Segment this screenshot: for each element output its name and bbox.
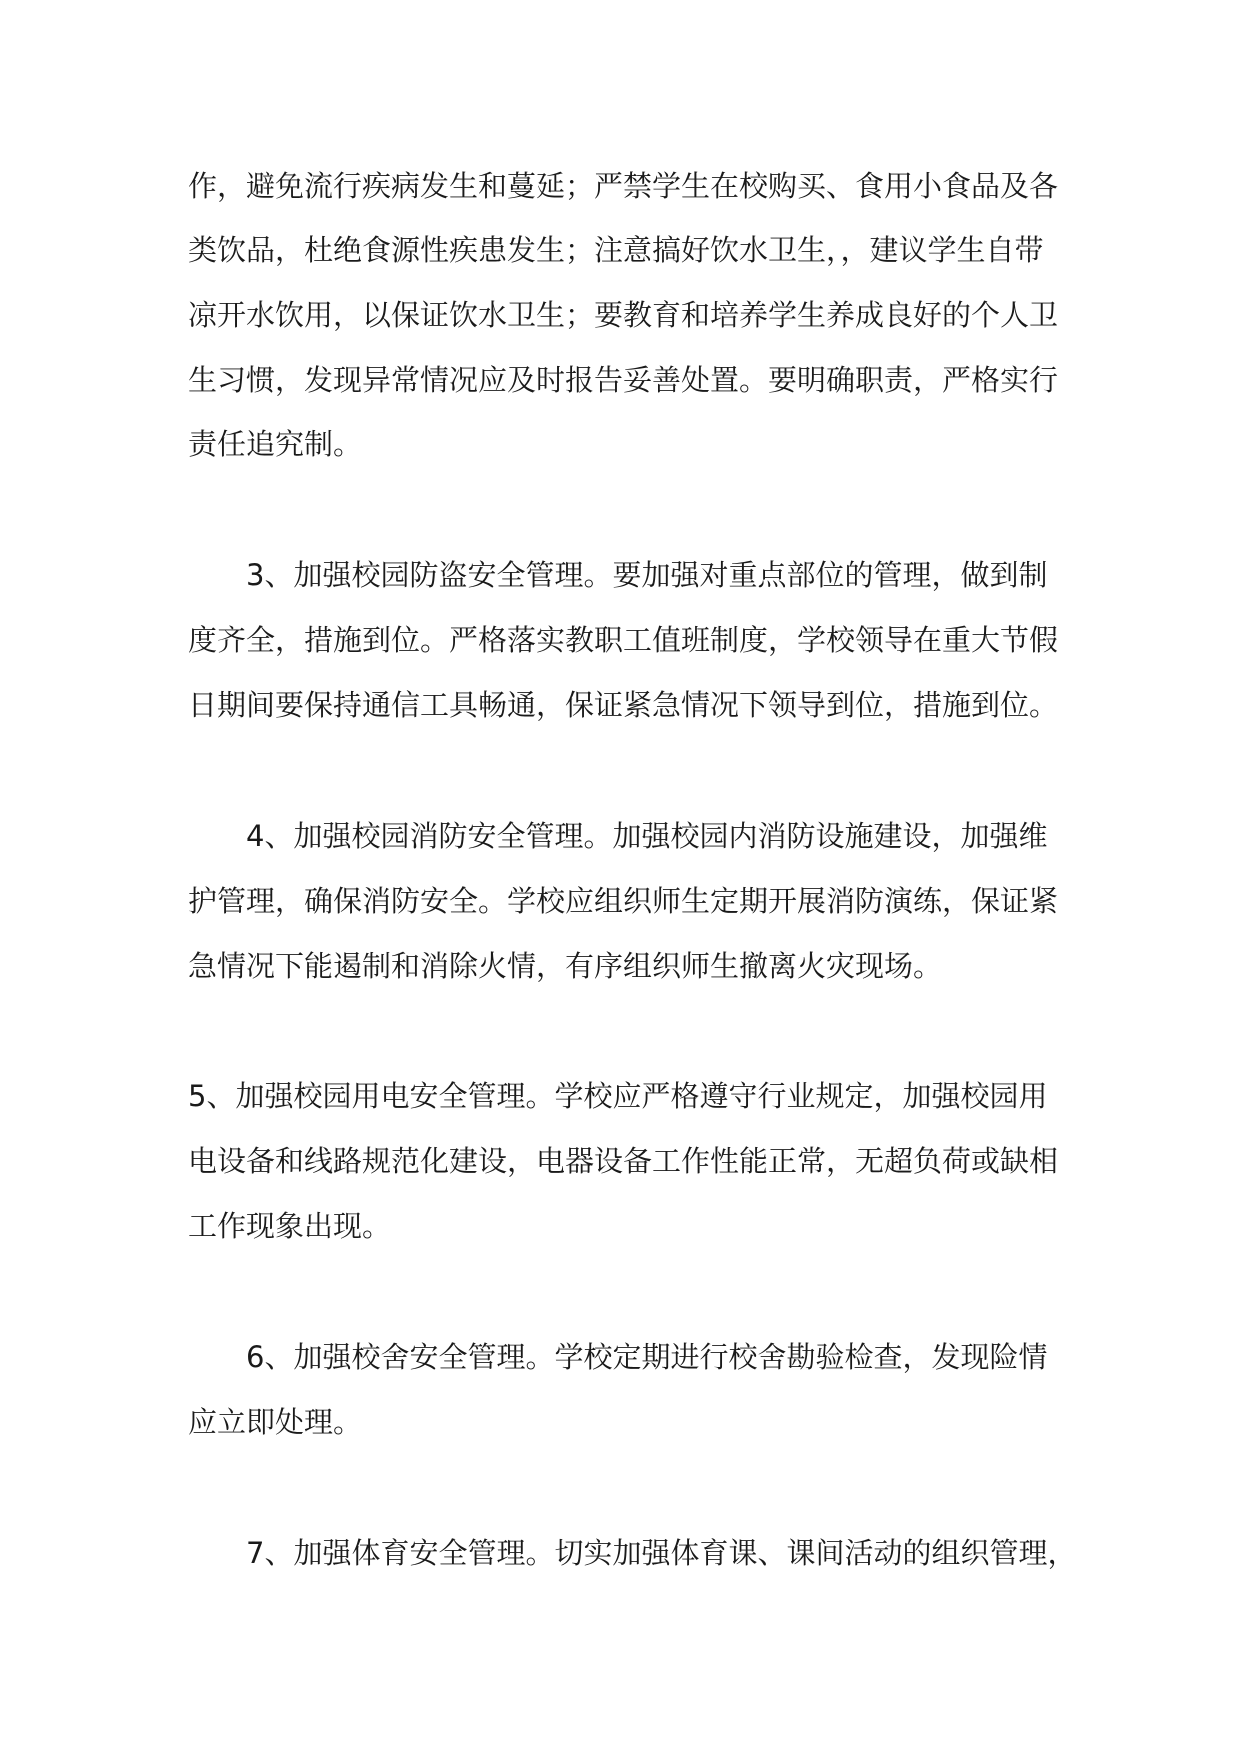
text-line: 4、加强校园消防安全管理。加强校园内消防设施建设，加强维	[246, 819, 1048, 853]
text-line: 工作现象出现。	[188, 1209, 392, 1243]
text-line: 应立即处理。	[188, 1405, 363, 1439]
text-line: 类饮品，杜绝食源性疾患发生；注意搞好饮水卫生，，建议学生自带	[188, 233, 1044, 267]
text-line: 生习惯，发现异常情况应及时报告妥善处置。要明确职责，严格实行	[188, 363, 1059, 397]
text-line: 电设备和线路规范化建设，电器设备工作性能正常，无超负荷或缺相	[188, 1144, 1059, 1178]
text-line: 责任追究制。	[188, 427, 363, 461]
text-line: 6、加强校舍安全管理。学校定期进行校舍勘验检查，发现险情	[246, 1340, 1048, 1374]
text-line: 凉开水饮用，以保证饮水卫生；要教育和培养学生养成良好的个人卫	[188, 298, 1059, 332]
text-line: 度齐全，措施到位。严格落实教职工值班制度，学校领导在重大节假	[188, 623, 1059, 657]
text-line: 作，避免流行疾病发生和蔓延；严禁学生在校购买、食用小食品及各	[188, 169, 1059, 203]
text-line: 5、加强校园用电安全管理。学校应严格遵守行业规定，加强校园用	[188, 1079, 1048, 1113]
text-line: 护管理，确保消防安全。学校应组织师生定期开展消防演练，保证紧	[188, 884, 1059, 918]
text-line: 7、加强体育安全管理。切实加强体育课、课间活动的组织管理，	[246, 1536, 1077, 1570]
text-line: 3、加强校园防盗安全管理。要加强对重点部位的管理，做到制	[246, 558, 1048, 592]
text-line: 日期间要保持通信工具畅通，保证紧急情况下领导到位，措施到位。	[188, 688, 1059, 722]
text-line: 急情况下能遏制和消除火情，有序组织师生撤离火灾现场。	[188, 949, 943, 983]
